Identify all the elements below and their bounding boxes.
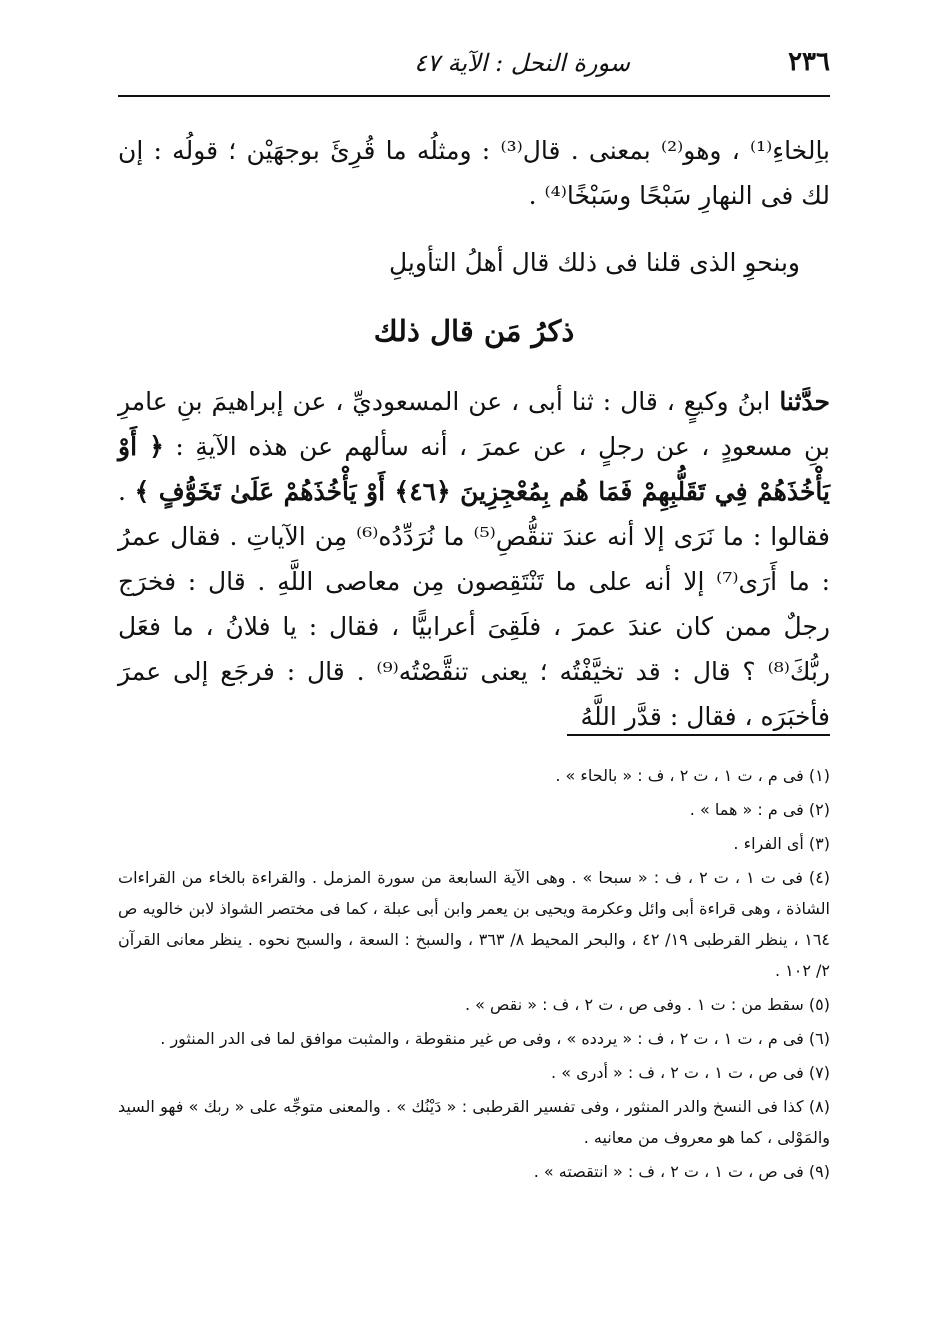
paragraph-3-part-b: . فقالوا : ما نَرَى إلا أنه عندَ تنقُّصِ⁽⁵⁾ ما نُرَدِّدُه⁽⁶⁾ مِن الآياتِ . فقال عمرُ : ما أَرَى⁽⁷⁾ إلا أنه على ما تَنْتَقِصون مِن معاصى اللَّهِ . قال : فخرَج رجلٌ ممن كان عندَ عمرَ ، فلَقِىَ أعرابيًّا ، فقال : يا فلانُ ، ما فعَل ربُّكَ⁽⁸⁾ ؟ قال : قد تخيَّفْتُه ؛ يعنى تنقَّصْتُه⁽⁹⁾ . قال : فرجَع إلى عمرَ فأخبَرَه ، فقال : قدَّر اللَّهُ: [118, 477, 830, 731]
paragraph-3: [118, 379, 830, 739]
footnote: (٦) فى م ، ت ١ ، ت ٢ ، ف : « يردده » ، وفى ص غير منقوطة ، والمثبت موافق لما فى الدر المنثور .: [160, 1029, 830, 1048]
footnote: (٤) فى ت ١ ، ت ٢ ، ف : « سبحا » . وهى الآية السابعة من سورة المزمل . والقراءة بالخاء من القراءات الشاذة ، وهى قراءة أبى وائل وعكرمة ويحيى بن يعمر وابن أبى عبلة ، كما فى مختصر الشواذ لابن خالويه ص ١٦٤ ، ينظر القرطبى ١٩/ ٤٢ ، والبحر المحيط ٨/ ٣٦٣ ، والسبخ : السعة ، والسبح نحوه . ينظر معانى القرآن ٢/ ١٠٢ .: [118, 868, 831, 980]
footnote: (٣) أى الفراء .: [733, 834, 830, 853]
footnotes: [118, 760, 830, 1190]
footnote: (٢) فى م : « هما » .: [689, 800, 830, 819]
paragraph-3-part-a: ابنُ وكيعٍ ، قال : ثنا أبى ، عن المسعوديِّ ، عن إبراهيمَ بنِ عامرِ بنِ مسعودٍ ، عن رجلٍ ، عن عمرَ ، أنه سألهم عن هذه الآيةِ :: [118, 387, 831, 461]
quran-verse: ﴿ أَوْ يَأْخُذَهُمْ فِي تَقَلُّبِهِمْ فَمَا هُم بِمُعْجِزِينَ ﴿٤٦﴾ أَوْ يَأْخُذَهُمْ عَلَىٰ تَخَوُّفٍ ﴾: [118, 432, 831, 506]
footnote: (٧) فى ص ، ت ١ ، ت ٢ ، ف : « أدرى » .: [551, 1063, 830, 1082]
running-title: سورة النحل : الآية ٤٧: [414, 49, 630, 77]
section-heading: ذكرُ مَن قال ذلك: [373, 314, 575, 348]
footnote: (٥) سقط من : ت ١ . وفى ص ، ت ٢ ، ف : « نقص » .: [464, 995, 830, 1014]
hadith-lead-word: حدَّثنا: [779, 387, 831, 416]
main-text: [118, 128, 830, 739]
footnote: (٩) فى ص ، ت ١ ، ت ٢ ، ف : « انتقصته » .: [533, 1162, 830, 1181]
footnote-separator: [567, 734, 830, 736]
page-number: ٢٣٦: [788, 47, 830, 77]
footnote: (٨) كذا فى النسخ والدر المنثور ، وفى تفسير القرطبى : « دَيْنُك » . والمعنى متوجِّه على « ربك » فهو السيد والمَوْلى ، كما هو معروف من معانيه .: [118, 1097, 830, 1147]
paragraph-2: وبنحوِ الذى قلنا فى ذلك قال أهلُ التأويلِ: [389, 248, 800, 277]
page-header: [118, 45, 830, 97]
footnote: (١) فى م ، ت ١ ، ت ٢ ، ف : « بالحاء » .: [555, 766, 830, 785]
paragraph-1: باِلخاءِ⁽¹⁾ ، وهو⁽²⁾ بمعنى . قال⁽³⁾ : ومثلُه ما قُرِئَ بوجهَيْن ؛ قولُه : إن لك فى النهارِ سَبْحًا وسَبْخًا⁽⁴⁾ .: [118, 136, 831, 210]
